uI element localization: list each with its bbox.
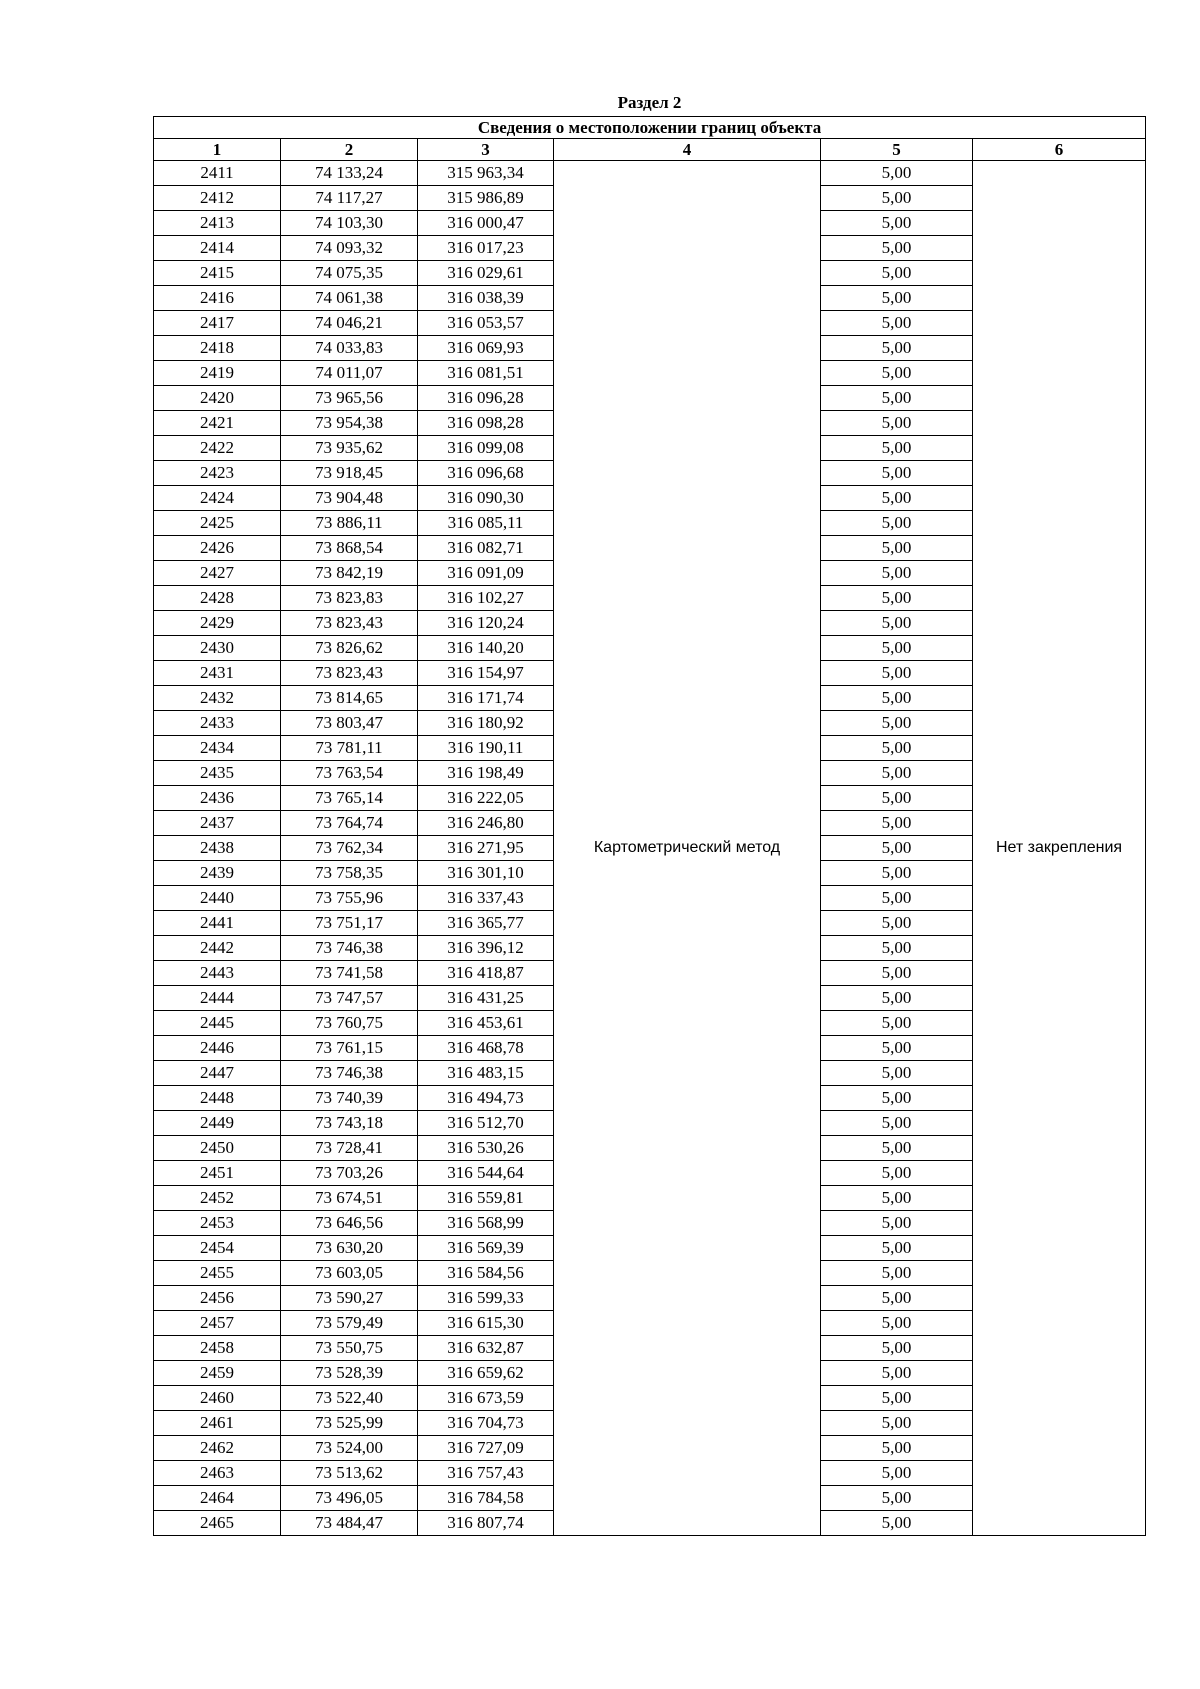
y-coordinate-cell: 315 963,34: [418, 161, 554, 186]
point-number-cell: 2442: [154, 936, 281, 961]
accuracy-cell: 5,00: [821, 236, 973, 261]
point-number-cell: 2414: [154, 236, 281, 261]
column-number-6: 6: [973, 139, 1146, 161]
point-number-cell: 2460: [154, 1386, 281, 1411]
accuracy-cell: 5,00: [821, 261, 973, 286]
y-coordinate-cell: 316 017,23: [418, 236, 554, 261]
point-number-cell: 2445: [154, 1011, 281, 1036]
point-number-cell: 2440: [154, 886, 281, 911]
x-coordinate-cell: 73 935,62: [281, 436, 418, 461]
accuracy-cell: 5,00: [821, 811, 973, 836]
y-coordinate-cell: 316 632,87: [418, 1336, 554, 1361]
accuracy-cell: 5,00: [821, 1086, 973, 1111]
y-coordinate-cell: 316 301,10: [418, 861, 554, 886]
y-coordinate-cell: 316 246,80: [418, 811, 554, 836]
x-coordinate-cell: 73 525,99: [281, 1411, 418, 1436]
point-number-cell: 2456: [154, 1286, 281, 1311]
x-coordinate-cell: 73 954,38: [281, 411, 418, 436]
accuracy-cell: 5,00: [821, 1061, 973, 1086]
x-coordinate-cell: 73 765,14: [281, 786, 418, 811]
x-coordinate-cell: 73 496,05: [281, 1486, 418, 1511]
y-coordinate-cell: 316 512,70: [418, 1111, 554, 1136]
y-coordinate-cell: 316 337,43: [418, 886, 554, 911]
point-number-cell: 2416: [154, 286, 281, 311]
x-coordinate-cell: 73 743,18: [281, 1111, 418, 1136]
point-number-cell: 2415: [154, 261, 281, 286]
x-coordinate-cell: 74 011,07: [281, 361, 418, 386]
y-coordinate-cell: 316 494,73: [418, 1086, 554, 1111]
y-coordinate-cell: 316 140,20: [418, 636, 554, 661]
table-row: [154, 161, 1146, 186]
x-coordinate-cell: 73 904,48: [281, 486, 418, 511]
point-number-cell: 2453: [154, 1211, 281, 1236]
y-coordinate-cell: 316 096,68: [418, 461, 554, 486]
accuracy-cell: 5,00: [821, 561, 973, 586]
y-coordinate-cell: 316 615,30: [418, 1311, 554, 1336]
point-number-cell: 2461: [154, 1411, 281, 1436]
x-coordinate-cell: 73 746,38: [281, 936, 418, 961]
accuracy-cell: 5,00: [821, 1211, 973, 1236]
point-number-cell: 2464: [154, 1486, 281, 1511]
x-coordinate-cell: 73 918,45: [281, 461, 418, 486]
y-coordinate-cell: 316 098,28: [418, 411, 554, 436]
column-number-3: 3: [418, 139, 554, 161]
x-coordinate-cell: 73 763,54: [281, 761, 418, 786]
point-number-cell: 2423: [154, 461, 281, 486]
y-coordinate-cell: 316 180,92: [418, 711, 554, 736]
x-coordinate-cell: 73 703,26: [281, 1161, 418, 1186]
x-coordinate-cell: 73 886,11: [281, 511, 418, 536]
point-number-cell: 2431: [154, 661, 281, 686]
y-coordinate-cell: 316 271,95: [418, 836, 554, 861]
accuracy-cell: 5,00: [821, 311, 973, 336]
accuracy-cell: 5,00: [821, 986, 973, 1011]
y-coordinate-cell: 316 029,61: [418, 261, 554, 286]
point-number-cell: 2449: [154, 1111, 281, 1136]
boundary-table-container: [153, 116, 1145, 1536]
x-coordinate-cell: 73 781,11: [281, 736, 418, 761]
point-number-cell: 2413: [154, 211, 281, 236]
y-coordinate-cell: 316 453,61: [418, 1011, 554, 1036]
accuracy-cell: 5,00: [821, 1336, 973, 1361]
accuracy-cell: 5,00: [821, 1386, 973, 1411]
accuracy-cell: 5,00: [821, 1461, 973, 1486]
x-coordinate-cell: 74 133,24: [281, 161, 418, 186]
point-number-cell: 2437: [154, 811, 281, 836]
y-coordinate-cell: 316 038,39: [418, 286, 554, 311]
point-number-cell: 2451: [154, 1161, 281, 1186]
point-number-cell: 2436: [154, 786, 281, 811]
accuracy-cell: 5,00: [821, 636, 973, 661]
point-number-cell: 2462: [154, 1436, 281, 1461]
x-coordinate-cell: 73 513,62: [281, 1461, 418, 1486]
x-coordinate-cell: 74 093,32: [281, 236, 418, 261]
x-coordinate-cell: 73 674,51: [281, 1186, 418, 1211]
point-number-cell: 2418: [154, 336, 281, 361]
y-coordinate-cell: 316 569,39: [418, 1236, 554, 1261]
accuracy-cell: 5,00: [821, 1236, 973, 1261]
x-coordinate-cell: 74 103,30: [281, 211, 418, 236]
point-number-cell: 2435: [154, 761, 281, 786]
accuracy-cell: 5,00: [821, 411, 973, 436]
point-number-cell: 2425: [154, 511, 281, 536]
x-coordinate-cell: 73 826,62: [281, 636, 418, 661]
y-coordinate-cell: 316 090,30: [418, 486, 554, 511]
point-number-cell: 2446: [154, 1036, 281, 1061]
y-coordinate-cell: 316 673,59: [418, 1386, 554, 1411]
y-coordinate-cell: 316 727,09: [418, 1436, 554, 1461]
x-coordinate-cell: 73 747,57: [281, 986, 418, 1011]
point-number-cell: 2447: [154, 1061, 281, 1086]
x-coordinate-cell: 73 751,17: [281, 911, 418, 936]
x-coordinate-cell: 73 842,19: [281, 561, 418, 586]
accuracy-cell: 5,00: [821, 1011, 973, 1036]
accuracy-cell: 5,00: [821, 711, 973, 736]
point-number-cell: 2454: [154, 1236, 281, 1261]
accuracy-cell: 5,00: [821, 1361, 973, 1386]
point-number-cell: 2438: [154, 836, 281, 861]
y-coordinate-cell: 316 082,71: [418, 536, 554, 561]
column-number-1: 1: [154, 139, 281, 161]
x-coordinate-cell: 73 579,49: [281, 1311, 418, 1336]
accuracy-cell: 5,00: [821, 761, 973, 786]
x-coordinate-cell: 74 117,27: [281, 186, 418, 211]
point-number-cell: 2428: [154, 586, 281, 611]
point-number-cell: 2421: [154, 411, 281, 436]
x-coordinate-cell: 73 630,20: [281, 1236, 418, 1261]
x-coordinate-cell: 73 823,83: [281, 586, 418, 611]
point-number-cell: 2443: [154, 961, 281, 986]
y-coordinate-cell: 316 099,08: [418, 436, 554, 461]
point-number-cell: 2441: [154, 911, 281, 936]
point-number-cell: 2458: [154, 1336, 281, 1361]
column-number-2: 2: [281, 139, 418, 161]
y-coordinate-cell: 316 096,28: [418, 386, 554, 411]
point-number-cell: 2432: [154, 686, 281, 711]
y-coordinate-cell: 315 986,89: [418, 186, 554, 211]
x-coordinate-cell: 73 758,35: [281, 861, 418, 886]
point-number-cell: 2444: [154, 986, 281, 1011]
point-number-cell: 2419: [154, 361, 281, 386]
point-number-cell: 2450: [154, 1136, 281, 1161]
accuracy-cell: 5,00: [821, 836, 973, 861]
point-number-cell: 2459: [154, 1361, 281, 1386]
accuracy-cell: 5,00: [821, 511, 973, 536]
x-coordinate-cell: 73 603,05: [281, 1261, 418, 1286]
table-caption: Сведения о местоположении границ объекта: [154, 117, 1146, 139]
point-number-cell: 2433: [154, 711, 281, 736]
y-coordinate-cell: 316 483,15: [418, 1061, 554, 1086]
table-body: [154, 161, 1146, 1536]
y-coordinate-cell: 316 069,93: [418, 336, 554, 361]
y-coordinate-cell: 316 091,09: [418, 561, 554, 586]
y-coordinate-cell: 316 154,97: [418, 661, 554, 686]
x-coordinate-cell: 73 528,39: [281, 1361, 418, 1386]
accuracy-cell: 5,00: [821, 661, 973, 686]
y-coordinate-cell: 316 365,77: [418, 911, 554, 936]
accuracy-cell: 5,00: [821, 736, 973, 761]
accuracy-cell: 5,00: [821, 386, 973, 411]
accuracy-cell: 5,00: [821, 1286, 973, 1311]
accuracy-cell: 5,00: [821, 961, 973, 986]
boundary-coordinates-table: [153, 116, 1146, 1536]
x-coordinate-cell: 74 033,83: [281, 336, 418, 361]
y-coordinate-cell: 316 171,74: [418, 686, 554, 711]
point-number-cell: 2429: [154, 611, 281, 636]
x-coordinate-cell: 73 728,41: [281, 1136, 418, 1161]
point-number-cell: 2427: [154, 561, 281, 586]
method-cell: Картометрический метод: [554, 161, 821, 1536]
x-coordinate-cell: 73 522,40: [281, 1386, 418, 1411]
y-coordinate-cell: 316 584,56: [418, 1261, 554, 1286]
point-number-cell: 2430: [154, 636, 281, 661]
accuracy-cell: 5,00: [821, 461, 973, 486]
accuracy-cell: 5,00: [821, 936, 973, 961]
point-number-cell: 2424: [154, 486, 281, 511]
accuracy-cell: 5,00: [821, 1311, 973, 1336]
x-coordinate-cell: 73 761,15: [281, 1036, 418, 1061]
y-coordinate-cell: 316 559,81: [418, 1186, 554, 1211]
x-coordinate-cell: 73 755,96: [281, 886, 418, 911]
column-number-row: [154, 139, 1146, 161]
x-coordinate-cell: 73 823,43: [281, 661, 418, 686]
accuracy-cell: 5,00: [821, 1161, 973, 1186]
y-coordinate-cell: 316 704,73: [418, 1411, 554, 1436]
point-number-cell: 2448: [154, 1086, 281, 1111]
point-number-cell: 2420: [154, 386, 281, 411]
point-number-cell: 2455: [154, 1261, 281, 1286]
y-coordinate-cell: 316 544,64: [418, 1161, 554, 1186]
accuracy-cell: 5,00: [821, 1486, 973, 1511]
point-number-cell: 2439: [154, 861, 281, 886]
x-coordinate-cell: 73 868,54: [281, 536, 418, 561]
accuracy-cell: 5,00: [821, 1036, 973, 1061]
y-coordinate-cell: 316 190,11: [418, 736, 554, 761]
accuracy-cell: 5,00: [821, 1511, 973, 1536]
accuracy-cell: 5,00: [821, 886, 973, 911]
accuracy-cell: 5,00: [821, 1111, 973, 1136]
accuracy-cell: 5,00: [821, 1136, 973, 1161]
x-coordinate-cell: 73 524,00: [281, 1436, 418, 1461]
y-coordinate-cell: 316 120,24: [418, 611, 554, 636]
x-coordinate-cell: 73 740,39: [281, 1086, 418, 1111]
accuracy-cell: 5,00: [821, 436, 973, 461]
y-coordinate-cell: 316 784,58: [418, 1486, 554, 1511]
x-coordinate-cell: 73 762,34: [281, 836, 418, 861]
x-coordinate-cell: 73 484,47: [281, 1511, 418, 1536]
column-number-5: 5: [821, 139, 973, 161]
accuracy-cell: 5,00: [821, 186, 973, 211]
y-coordinate-cell: 316 222,05: [418, 786, 554, 811]
y-coordinate-cell: 316 418,87: [418, 961, 554, 986]
accuracy-cell: 5,00: [821, 211, 973, 236]
x-coordinate-cell: 73 550,75: [281, 1336, 418, 1361]
y-coordinate-cell: 316 085,11: [418, 511, 554, 536]
accuracy-cell: 5,00: [821, 1411, 973, 1436]
section-title: Раздел 2: [617, 93, 682, 112]
x-coordinate-cell: 74 061,38: [281, 286, 418, 311]
y-coordinate-cell: 316 053,57: [418, 311, 554, 336]
y-coordinate-cell: 316 431,25: [418, 986, 554, 1011]
x-coordinate-cell: 73 764,74: [281, 811, 418, 836]
point-number-cell: 2417: [154, 311, 281, 336]
point-number-cell: 2426: [154, 536, 281, 561]
y-coordinate-cell: 316 568,99: [418, 1211, 554, 1236]
y-coordinate-cell: 316 659,62: [418, 1361, 554, 1386]
point-number-cell: 2422: [154, 436, 281, 461]
accuracy-cell: 5,00: [821, 161, 973, 186]
point-number-cell: 2463: [154, 1461, 281, 1486]
x-coordinate-cell: 74 075,35: [281, 261, 418, 286]
accuracy-cell: 5,00: [821, 686, 973, 711]
accuracy-cell: 5,00: [821, 486, 973, 511]
y-coordinate-cell: 316 807,74: [418, 1511, 554, 1536]
column-number-4: 4: [554, 139, 821, 161]
point-number-cell: 2465: [154, 1511, 281, 1536]
y-coordinate-cell: 316 599,33: [418, 1286, 554, 1311]
accuracy-cell: 5,00: [821, 286, 973, 311]
accuracy-cell: 5,00: [821, 911, 973, 936]
accuracy-cell: 5,00: [821, 361, 973, 386]
point-number-cell: 2452: [154, 1186, 281, 1211]
y-coordinate-cell: 316 102,27: [418, 586, 554, 611]
accuracy-cell: 5,00: [821, 1186, 973, 1211]
accuracy-cell: 5,00: [821, 336, 973, 361]
x-coordinate-cell: 73 746,38: [281, 1061, 418, 1086]
fixation-cell: Нет закрепления: [973, 161, 1146, 1536]
x-coordinate-cell: 73 760,75: [281, 1011, 418, 1036]
accuracy-cell: 5,00: [821, 861, 973, 886]
y-coordinate-cell: 316 468,78: [418, 1036, 554, 1061]
x-coordinate-cell: 73 646,56: [281, 1211, 418, 1236]
accuracy-cell: 5,00: [821, 786, 973, 811]
y-coordinate-cell: 316 530,26: [418, 1136, 554, 1161]
x-coordinate-cell: 73 823,43: [281, 611, 418, 636]
x-coordinate-cell: 73 965,56: [281, 386, 418, 411]
x-coordinate-cell: 73 803,47: [281, 711, 418, 736]
point-number-cell: 2457: [154, 1311, 281, 1336]
y-coordinate-cell: 316 000,47: [418, 211, 554, 236]
y-coordinate-cell: 316 081,51: [418, 361, 554, 386]
accuracy-cell: 5,00: [821, 1261, 973, 1286]
point-number-cell: 2411: [154, 161, 281, 186]
point-number-cell: 2434: [154, 736, 281, 761]
accuracy-cell: 5,00: [821, 1436, 973, 1461]
accuracy-cell: 5,00: [821, 536, 973, 561]
point-number-cell: 2412: [154, 186, 281, 211]
y-coordinate-cell: 316 396,12: [418, 936, 554, 961]
accuracy-cell: 5,00: [821, 586, 973, 611]
y-coordinate-cell: 316 757,43: [418, 1461, 554, 1486]
accuracy-cell: 5,00: [821, 611, 973, 636]
x-coordinate-cell: 73 741,58: [281, 961, 418, 986]
x-coordinate-cell: 73 590,27: [281, 1286, 418, 1311]
x-coordinate-cell: 73 814,65: [281, 686, 418, 711]
x-coordinate-cell: 74 046,21: [281, 311, 418, 336]
y-coordinate-cell: 316 198,49: [418, 761, 554, 786]
